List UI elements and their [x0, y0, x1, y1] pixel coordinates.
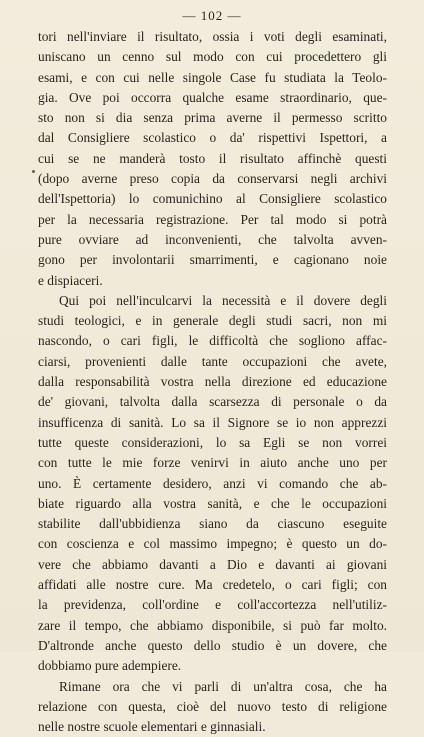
text-line: dal Consigliere scolastico o da' rispettivi Ispettori, a [38, 128, 387, 148]
paragraph [38, 291, 387, 677]
text-line: uniscano un cenno sul modo con cui procedettero gli [38, 47, 387, 67]
text-line: stabilite dall'ubbidienza siano da ciascuno eseguite [38, 514, 387, 534]
text-line: Rimane ora che vi parli di un'altra cosa, che ha [38, 677, 387, 697]
text-line: la previdenza, coll'ordine e coll'accortezza nell'utiliz- [38, 595, 387, 615]
text-line: per la necessaria registrazione. Per tal modo si potrà [38, 210, 387, 230]
text-line: de' giovani, talvolta dalla scarsezza di personale o da [38, 392, 387, 412]
text-line: gia. Ove poi occorra qualche esame straordinario, que- [38, 88, 387, 108]
text-line: uno. È certamente desidero, anzi vi comando che ab- [38, 474, 387, 494]
text-line: nelle nostre scuole elementari e ginnasiali. [38, 717, 387, 737]
text-line: dalla responsabilità vostra nella direzione ed educazione [38, 372, 387, 392]
text-line: relazione con questa, cioè del nuovo testo di religione [38, 697, 387, 717]
body-text [38, 27, 387, 737]
text-line: studi teologici, e in generale degli studi sacri, non mi [38, 311, 387, 331]
text-line: Qui poi nell'inculcarvi la necessità e il dovere degli [38, 291, 387, 311]
paragraph [38, 27, 387, 291]
text-line: biate riguardo alla vostra sanità, e che le occupazioni [38, 494, 387, 514]
text-line: insufficenza di sanità. Lo sa il Signore se io non apprezzi [38, 413, 387, 433]
margin-mark [32, 170, 35, 173]
text-line: affidati alle nostre cure. Ma credetelo, o cari figli; con [38, 575, 387, 595]
text-line: gono per involontarii smarrimenti, e cagionano noie [38, 250, 387, 270]
text-line: esami, e con cui nelle singole Case fu studiata la Teolo- [38, 68, 387, 88]
text-line: dobbiamo pure adempiere. [38, 656, 387, 676]
text-line: vere che abbiamo davanti a Dio e davanti ai giovani [38, 555, 387, 575]
text-line: ciarsi, provenienti dalle tante occupazioni che avete, [38, 352, 387, 372]
text-line: zare il tempo, che abbiamo disponibile, si può far molto. [38, 616, 387, 636]
text-line: D'altronde anche questo dello studio è un dovere, che [38, 636, 387, 656]
paragraph [38, 677, 387, 737]
text-line: e dispiaceri. [38, 271, 387, 291]
text-line: (dopo averne preso copia da conservarsi negli archivi [38, 169, 387, 189]
text-line: pure ovviare ad inconvenienti, che talvolta avven- [38, 230, 387, 250]
text-line: dell'Ispettoria) lo comunichino al Consigliere scolastico [38, 189, 387, 209]
text-line: cui se ne manderà tosto il risultato affinchè questi [38, 149, 387, 169]
text-line: nascondo, o cari figli, le difficoltà che sogliono affac- [38, 331, 387, 351]
text-line: tutte queste considerazioni, lo sa Egli se non vorrei [38, 433, 387, 453]
text-line: tori nell'inviare il risultato, ossia i voti degli esaminati, [38, 27, 387, 47]
text-line: con coscienza e col massimo impegno; è questo un do- [38, 534, 387, 554]
page-number: — 102 — [0, 8, 424, 24]
text-line: sto non si dia senza prima averne il permesso scritto [38, 108, 387, 128]
text-line: con tutte le mie forze venirvi in aiuto anche uno per [38, 453, 387, 473]
